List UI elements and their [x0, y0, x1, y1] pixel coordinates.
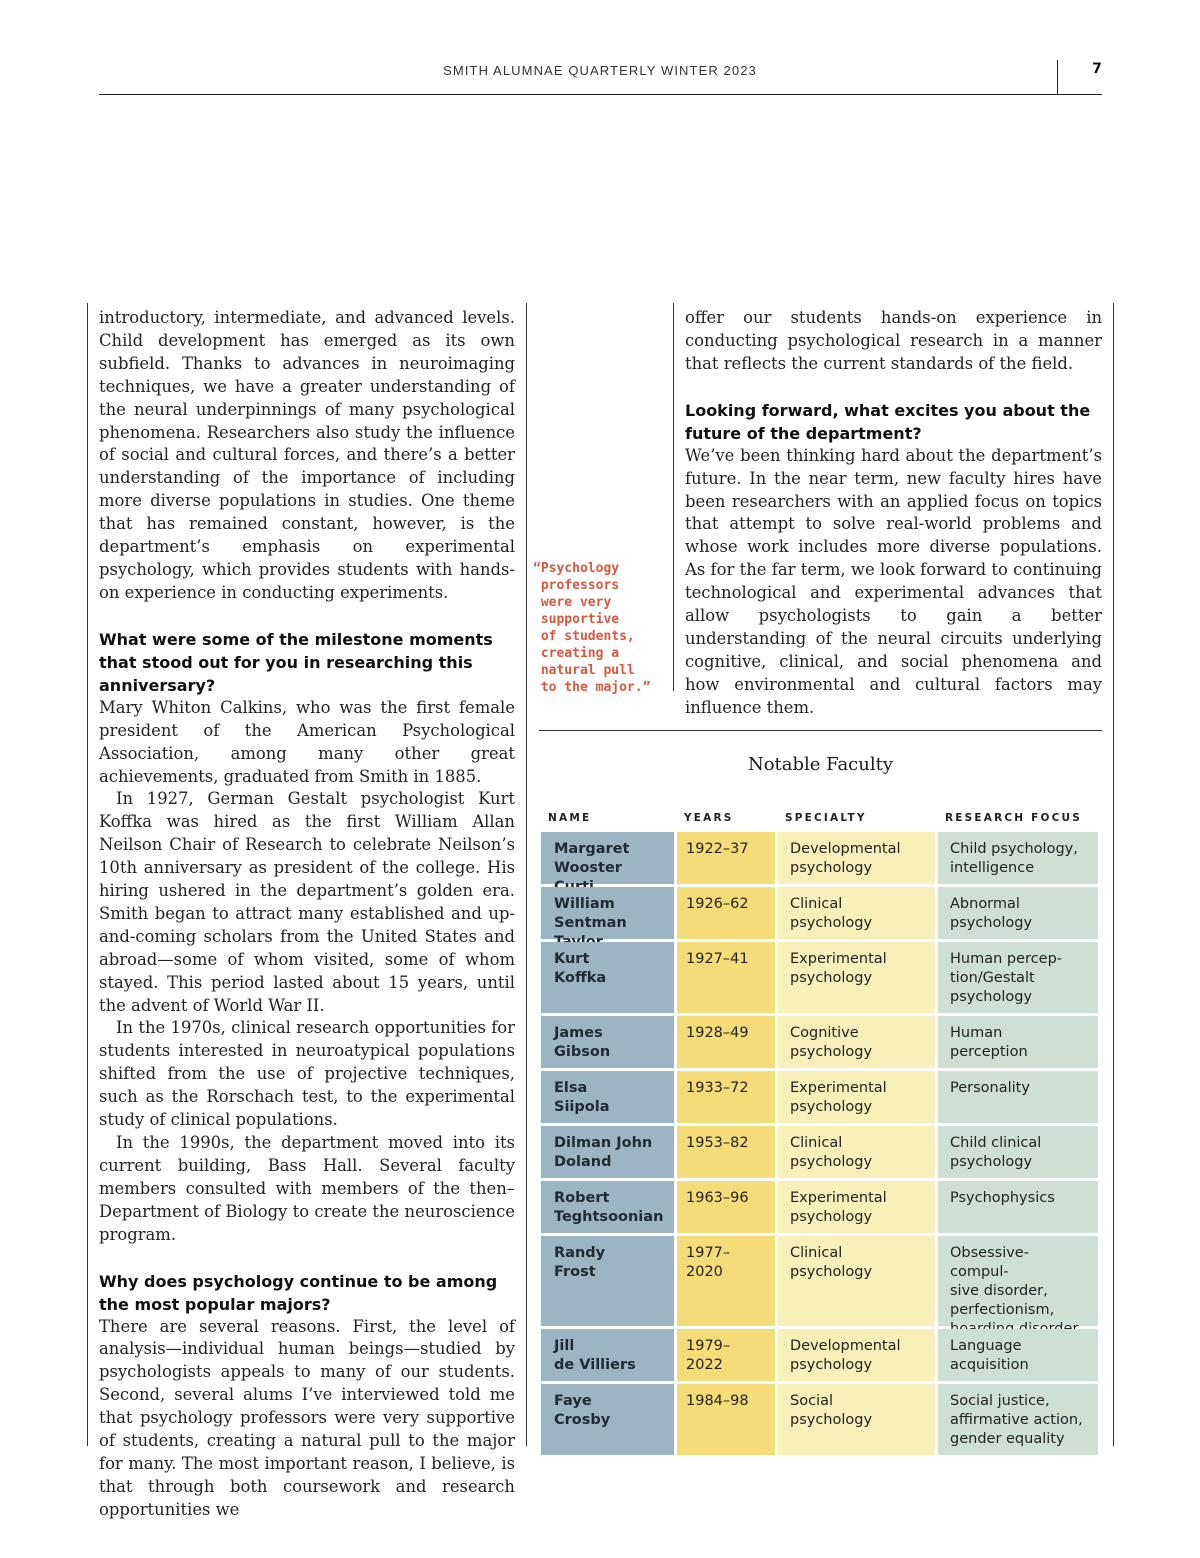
header-divider: [1057, 60, 1058, 94]
header-years: YEARS: [684, 812, 734, 824]
pull-quote: “Psychology professors were very supportive of students, creating a natural pull to the major.”: [533, 561, 651, 695]
faculty-research-cell: [938, 1181, 1098, 1233]
faculty-name-cell-line: Margaret: [554, 841, 630, 857]
faculty-specialty-cell: [778, 1329, 935, 1381]
interview-question: What were some of the milestone moments that stood out for you in researching this anniversary?: [99, 629, 493, 695]
faculty-research-cell-line: psychology: [950, 989, 1033, 1005]
faculty-specialty-cell: [778, 1126, 935, 1178]
article-right-column: [685, 307, 1102, 720]
body-paragraph: There are several reasons. First, the level of analysis—individual human beings—studied by psychologists appeals to many of our students. Second, several alums I’ve interviewed told me that psychology professors were very supportive of students, creating a natural pull to the major for many. The most important reason, I believe, is that through both coursework and research opportunities we: [99, 1316, 515, 1519]
faculty-research-cell-line: Human: [950, 1025, 1003, 1041]
column-rule-quote: [673, 303, 674, 691]
faculty-years-cell-line: 1979–2022: [686, 1338, 731, 1373]
faculty-research-cell-line: perfectionism,: [950, 1302, 1055, 1318]
faculty-specialty-cell-line: psychology: [790, 1209, 873, 1225]
faculty-years-cell-line: 1953–82: [686, 1135, 749, 1151]
faculty-specialty-cell-line: Cognitive: [790, 1025, 859, 1041]
faculty-name-cell-line: William: [554, 896, 615, 912]
faculty-years-cell-line: 1984–98: [686, 1393, 749, 1409]
faculty-research-cell: [938, 1071, 1098, 1123]
faculty-years-cell-line: 1927–41: [686, 951, 749, 967]
table-row: [541, 1384, 1101, 1455]
table-row: [541, 1071, 1101, 1123]
column-rule-left: [87, 303, 88, 1446]
faculty-years-cell: [677, 1016, 775, 1068]
faculty-name-cell-line: Kurt: [554, 951, 590, 967]
header-rule: [99, 94, 1102, 95]
faculty-specialty-cell-line: Experimental: [790, 1190, 887, 1206]
faculty-specialty-cell-line: Clinical: [790, 1245, 843, 1261]
body-paragraph: Mary Whiton Calkins, who was the first female president of the American Psychological Association, among many other great achievements, graduated from Smith in 1885.: [99, 697, 515, 786]
table-row: [541, 1329, 1101, 1381]
faculty-research-cell-line: Social justice,: [950, 1393, 1050, 1409]
faculty-research-cell-line: acquisition: [950, 1357, 1029, 1373]
faculty-name-cell-line: Elsa: [554, 1080, 588, 1096]
faculty-specialty-cell-line: Clinical: [790, 896, 843, 912]
faculty-research-cell-line: Language: [950, 1338, 1022, 1354]
faculty-name-cell: [541, 1016, 674, 1068]
faculty-name-cell: [541, 942, 674, 1013]
faculty-specialty-cell: [778, 1181, 935, 1233]
faculty-specialty-cell: [778, 887, 935, 939]
faculty-specialty-cell-line: psychology: [790, 1099, 873, 1115]
faculty-name-cell: [541, 1329, 674, 1381]
interview-question: Looking forward, what excites you about the future of the department?: [685, 400, 1091, 443]
faculty-years-cell-line: 1926–62: [686, 896, 749, 912]
faculty-years-cell-line: 1977–2020: [686, 1245, 731, 1280]
faculty-specialty-cell: [778, 1236, 935, 1326]
faculty-specialty-cell-line: Experimental: [790, 1080, 887, 1096]
faculty-name-cell-line: Robert: [554, 1190, 610, 1206]
faculty-research-cell-line: intelligence: [950, 860, 1035, 876]
table-row: [541, 832, 1101, 884]
faculty-table: [541, 832, 1101, 1458]
faculty-research-cell-line: gender equality: [950, 1431, 1065, 1447]
faculty-name-cell-line: James: [554, 1025, 603, 1041]
faculty-name-cell: [541, 1236, 674, 1326]
faculty-name-cell-line: Doland: [554, 1154, 612, 1170]
faculty-research-cell-line: Child psychology,: [950, 841, 1078, 857]
column-rule-middle: [526, 303, 527, 1446]
faculty-research-cell: [938, 1126, 1098, 1178]
faculty-specialty-cell: [778, 1016, 935, 1068]
faculty-research-cell: [938, 1384, 1098, 1455]
faculty-research-cell-line: Obsessive-compul-: [950, 1245, 1029, 1280]
faculty-specialty-cell: [778, 832, 935, 884]
table-title: Notable Faculty: [747, 754, 894, 775]
faculty-years-cell: [677, 1071, 775, 1123]
table-row: [541, 1181, 1101, 1233]
header-specialty: SPECIALTY: [785, 812, 867, 824]
faculty-name-cell: [541, 1071, 674, 1123]
faculty-research-cell-line: Abnormal: [950, 896, 1020, 912]
faculty-research-cell: [938, 942, 1098, 1013]
faculty-specialty-cell-line: Developmental: [790, 841, 901, 857]
body-paragraph: introductory, intermediate, and advanced levels. Child development has emerged as its own subfield. Thanks to advances in neuroimaging techniques, we have a greater understanding of the neural underpinnings of many psychological phenomena. Researchers also study the influence of social and cultural forces, and there’s a better understanding of the importance of including more diverse populations in studies. One theme that has remained constant, however, is the department’s emphasis on experimental psychology, which provides students with hands-on experience in conducting experiments.: [99, 308, 515, 602]
faculty-research-cell-line: psychology: [950, 1154, 1033, 1170]
faculty-years-cell: [677, 1126, 775, 1178]
faculty-research-cell-line: Psychophysics: [950, 1190, 1055, 1206]
faculty-name-cell-line: Jill: [554, 1338, 575, 1354]
faculty-years-cell-line: 1928–49: [686, 1025, 749, 1041]
faculty-name-cell: [541, 832, 674, 884]
table-top-rule: [539, 730, 1102, 731]
faculty-name-cell-line: Gibson: [554, 1044, 611, 1060]
faculty-research-cell-line: psychology: [950, 915, 1033, 931]
article-left-column: [99, 307, 515, 1522]
body-paragraph: In the 1990s, the department moved into its current building, Bass Hall. Several faculty members consulted with members of the then–Department of Biology to create the neuroscience program.: [99, 1133, 515, 1244]
faculty-research-cell-line: Human percep-: [950, 951, 1062, 967]
interview-question: Why does psychology continue to be among the most popular majors?: [99, 1271, 498, 1314]
faculty-research-cell-line: perception: [950, 1044, 1028, 1060]
table-row: [541, 1126, 1101, 1178]
faculty-research-cell: [938, 832, 1098, 884]
faculty-research-cell-line: tion/Gestalt: [950, 970, 1035, 986]
faculty-name-cell: [541, 1181, 674, 1233]
faculty-research-cell-line: Personality: [950, 1080, 1030, 1096]
faculty-research-cell-line: Child clinical: [950, 1135, 1042, 1151]
faculty-years-cell: [677, 887, 775, 939]
body-paragraph: In the 1970s, clinical research opportunities for students interested in neuroatypical populations shifted from the use of projective techniques, such as the Rorschach test, to the experimental study of clinical populations.: [99, 1018, 515, 1130]
faculty-specialty-cell-line: Clinical: [790, 1135, 843, 1151]
faculty-years-cell-line: 1933–72: [686, 1080, 749, 1096]
faculty-specialty-cell-line: Social: [790, 1393, 833, 1409]
running-header: SMITH ALUMNAE QUARTERLY WINTER 2023: [443, 63, 757, 78]
faculty-name-cell-line: Dilman John: [554, 1135, 653, 1151]
faculty-years-cell: [677, 1236, 775, 1326]
table-header-row: [541, 812, 1101, 826]
faculty-research-cell: [938, 1236, 1098, 1326]
faculty-research-cell-line: affirmative action,: [950, 1412, 1083, 1428]
header-name: NAME: [548, 812, 592, 824]
table-row: [541, 942, 1101, 1013]
column-rule-right: [1113, 303, 1114, 1446]
table-row: [541, 1236, 1101, 1326]
body-paragraph: In 1927, German Gestalt psychologist Kurt Koffka was hired as the first William Allan Neilson Chair of Research to celebrate Neilson’s 10th anniversary as president of the college. His hiring ushered in the department’s golden era. Smith began to attract many established and up-and-coming scholars from the United States and abroad—some of whom visited, some of whom stayed. This period lasted about 15 years, until the advent of World War II.: [99, 789, 515, 1015]
faculty-name-cell: [541, 1384, 674, 1455]
faculty-years-cell: [677, 1329, 775, 1381]
faculty-research-cell: [938, 1329, 1098, 1381]
faculty-name-cell-line: Faye: [554, 1393, 592, 1409]
faculty-name-cell-line: Koffka: [554, 970, 607, 986]
faculty-years-cell: [677, 832, 775, 884]
faculty-years-cell: [677, 1384, 775, 1455]
faculty-name-cell-line: de Villiers: [554, 1357, 636, 1373]
faculty-specialty-cell-line: psychology: [790, 860, 873, 876]
faculty-name-cell: [541, 887, 674, 939]
faculty-specialty-cell-line: psychology: [790, 1357, 873, 1373]
faculty-research-cell: [938, 887, 1098, 939]
faculty-years-cell: [677, 942, 775, 1013]
faculty-specialty-cell: [778, 942, 935, 1013]
faculty-years-cell-line: 1922–37: [686, 841, 749, 857]
table-row: [541, 1016, 1101, 1068]
faculty-name-cell-line: Sentman: [554, 915, 627, 931]
faculty-name-cell-line: Teghtsoonian: [554, 1209, 664, 1225]
faculty-name-cell-line: Frost: [554, 1264, 596, 1280]
page-number: 7: [1092, 61, 1102, 77]
faculty-name-cell-line: Crosby: [554, 1412, 611, 1428]
table-row: [541, 887, 1101, 939]
faculty-specialty-cell: [778, 1384, 935, 1455]
faculty-specialty-cell-line: Experimental: [790, 951, 887, 967]
faculty-name-cell-line: Wooster: [554, 860, 622, 876]
faculty-specialty-cell-line: psychology: [790, 1412, 873, 1428]
header-research-focus: RESEARCH FOCUS: [945, 812, 1083, 824]
faculty-specialty-cell-line: psychology: [790, 915, 873, 931]
faculty-specialty-cell-line: psychology: [790, 1044, 873, 1060]
faculty-specialty-cell-line: psychology: [790, 970, 873, 986]
faculty-specialty-cell-line: Developmental: [790, 1338, 901, 1354]
faculty-name-cell: [541, 1126, 674, 1178]
faculty-specialty-cell-line: psychology: [790, 1154, 873, 1170]
body-paragraph: We’ve been thinking hard about the department’s future. In the near term, new faculty hires have been researchers with an applied focus on topics that attempt to solve real-world problems and whose work includes more diverse populations. As for the far term, we look forward to continuing technological and experimental advances that allow psychologists to gain a better understanding of the neural circuits underlying cognitive, clinical, and social phenomena and how environmental and cultural factors may influence them.: [685, 445, 1102, 717]
faculty-name-cell-line: Siipola: [554, 1099, 610, 1115]
faculty-specialty-cell-line: psychology: [790, 1264, 873, 1280]
faculty-specialty-cell: [778, 1071, 935, 1123]
faculty-research-cell-line: sive disorder,: [950, 1283, 1048, 1299]
faculty-years-cell: [677, 1181, 775, 1233]
faculty-years-cell-line: 1963–96: [686, 1190, 749, 1206]
body-paragraph: offer our students hands-on experience in conducting psychological research in a manner that reflects the current standards of the field.: [685, 308, 1102, 373]
faculty-name-cell-line: Randy: [554, 1245, 606, 1261]
faculty-research-cell: [938, 1016, 1098, 1068]
